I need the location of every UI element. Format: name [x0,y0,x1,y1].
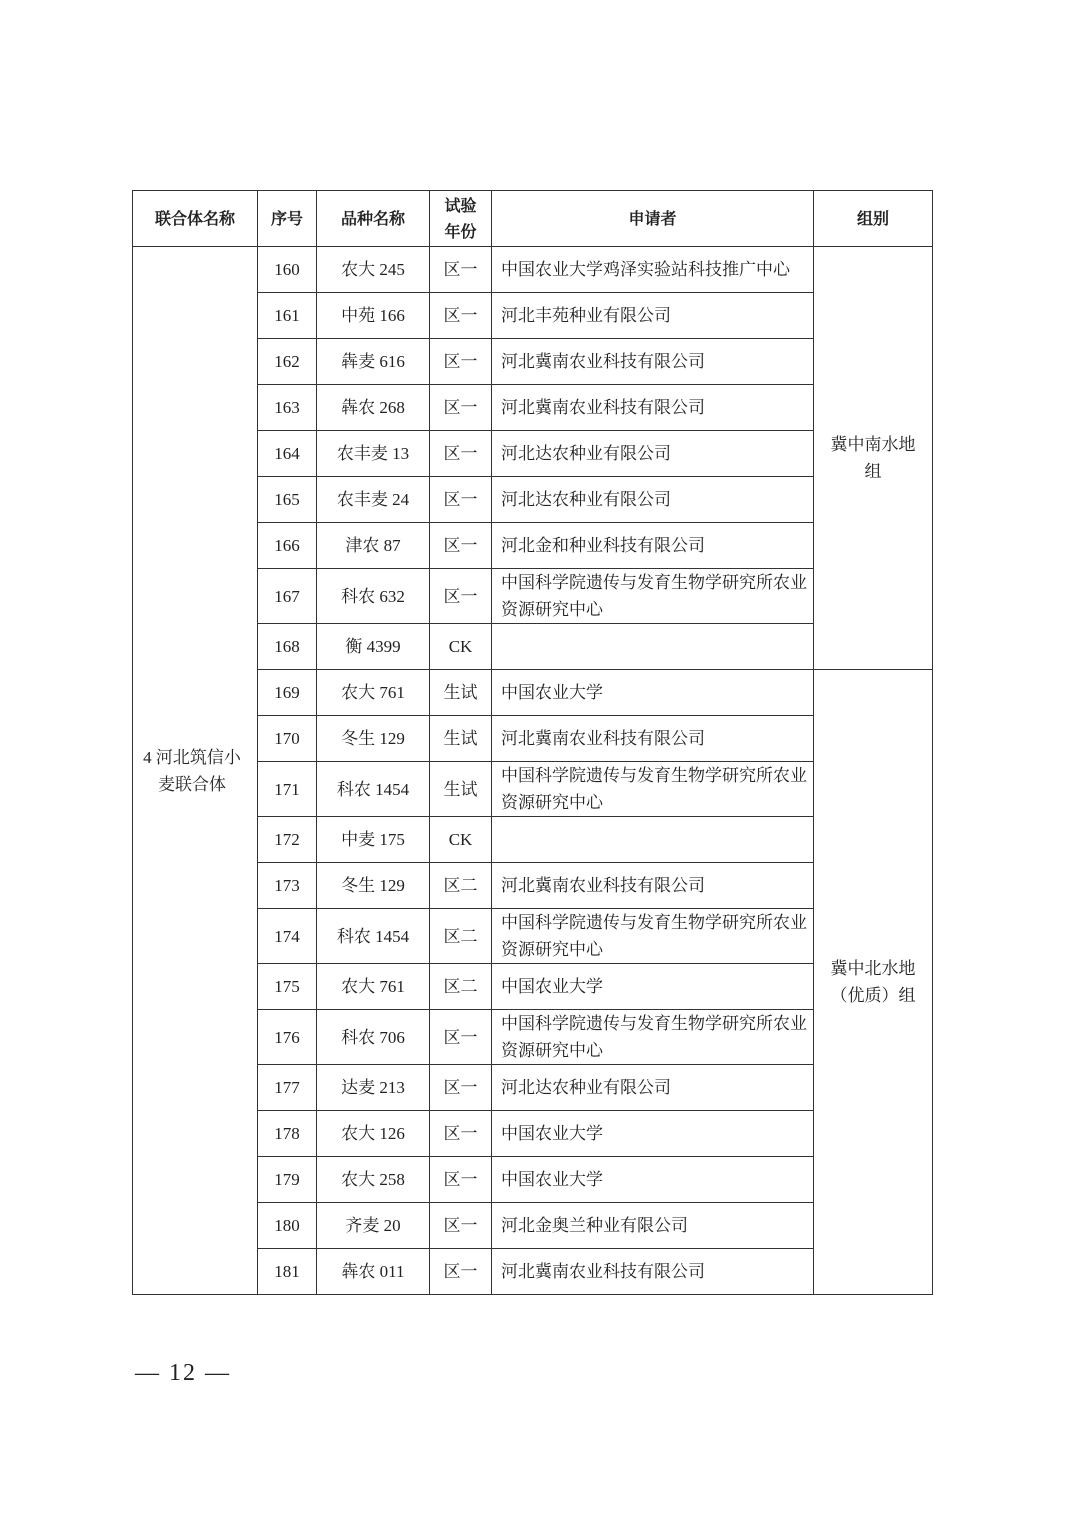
header-variety: 品种名称 [317,191,430,247]
variety-name-cell: 中苑 166 [317,293,430,339]
variety-name-cell: 科农 706 [317,1010,430,1065]
trial-year-cell: 生试 [430,762,492,817]
applicant-cell: 中国科学院遗传与发育生物学研究所农业资源研究中心 [492,1010,814,1065]
serial-number-cell: 160 [258,247,317,293]
trial-year-cell: 区二 [430,909,492,964]
header-no: 序号 [258,191,317,247]
serial-number-cell: 167 [258,569,317,624]
variety-name-cell: 犇农 011 [317,1249,430,1295]
serial-number-cell: 176 [258,1010,317,1065]
serial-number-cell: 177 [258,1065,317,1111]
trial-year-cell: 区一 [430,1249,492,1295]
variety-name-cell: 犇农 268 [317,385,430,431]
serial-number-cell: 164 [258,431,317,477]
variety-name-cell: 冬生 129 [317,863,430,909]
trial-year-cell: 生试 [430,670,492,716]
trial-year-cell: 区一 [430,385,492,431]
serial-number-cell: 165 [258,477,317,523]
page-number: — 12 — [135,1360,231,1386]
trial-year-cell: 区一 [430,1157,492,1203]
variety-name-cell: 科农 632 [317,569,430,624]
trial-year-cell: 区二 [430,964,492,1010]
variety-name-cell: 科农 1454 [317,762,430,817]
serial-number-cell: 169 [258,670,317,716]
trial-year-cell: 生试 [430,716,492,762]
applicant-cell: 河北金奥兰种业有限公司 [492,1203,814,1249]
applicant-cell: 中国科学院遗传与发育生物学研究所农业资源研究中心 [492,569,814,624]
serial-number-cell: 166 [258,523,317,569]
table-header-row [133,191,933,247]
applicant-cell: 中国农业大学 [492,964,814,1010]
serial-number-cell: 161 [258,293,317,339]
table-row [133,247,933,293]
variety-name-cell: 农大 245 [317,247,430,293]
applicant-cell: 河北达农种业有限公司 [492,477,814,523]
header-year: 试验年份 [430,191,492,247]
group-cell: 冀中北水地（优质）组 [814,670,933,1295]
variety-name-cell: 冬生 129 [317,716,430,762]
serial-number-cell: 174 [258,909,317,964]
applicant-cell: 河北冀南农业科技有限公司 [492,385,814,431]
applicant-cell: 中国科学院遗传与发育生物学研究所农业资源研究中心 [492,909,814,964]
header-consortium: 联合体名称 [133,191,258,247]
variety-name-cell: 津农 87 [317,523,430,569]
trial-year-cell: 区一 [430,477,492,523]
variety-name-cell: 衡 4399 [317,624,430,670]
consortium-name-cell: 4 河北筑信小麦联合体 [133,247,258,1295]
variety-name-cell: 农丰麦 13 [317,431,430,477]
applicant-cell: 中国农业大学 [492,1111,814,1157]
variety-table [132,190,933,1295]
serial-number-cell: 163 [258,385,317,431]
applicant-cell: 河北冀南农业科技有限公司 [492,339,814,385]
variety-name-cell: 农大 761 [317,670,430,716]
serial-number-cell: 180 [258,1203,317,1249]
applicant-cell: 河北丰苑种业有限公司 [492,293,814,339]
header-group: 组别 [814,191,933,247]
applicant-cell [492,817,814,863]
variety-name-cell: 科农 1454 [317,909,430,964]
trial-year-cell: CK [430,817,492,863]
applicant-cell: 河北冀南农业科技有限公司 [492,863,814,909]
applicant-cell: 河北冀南农业科技有限公司 [492,1249,814,1295]
serial-number-cell: 173 [258,863,317,909]
variety-name-cell: 农丰麦 24 [317,477,430,523]
applicant-cell: 河北金和种业科技有限公司 [492,523,814,569]
applicant-cell: 中国农业大学鸡泽实验站科技推广中心 [492,247,814,293]
applicant-cell: 中国农业大学 [492,1157,814,1203]
serial-number-cell: 170 [258,716,317,762]
trial-year-cell: 区一 [430,247,492,293]
variety-name-cell: 犇麦 616 [317,339,430,385]
trial-year-cell: 区一 [430,339,492,385]
serial-number-cell: 168 [258,624,317,670]
trial-year-cell: 区一 [430,431,492,477]
applicant-cell [492,624,814,670]
serial-number-cell: 175 [258,964,317,1010]
variety-name-cell: 农大 126 [317,1111,430,1157]
serial-number-cell: 171 [258,762,317,817]
trial-year-cell: 区一 [430,1111,492,1157]
variety-name-cell: 中麦 175 [317,817,430,863]
trial-year-cell: 区一 [430,293,492,339]
applicant-cell: 中国科学院遗传与发育生物学研究所农业资源研究中心 [492,762,814,817]
variety-name-cell: 齐麦 20 [317,1203,430,1249]
applicant-cell: 河北达农种业有限公司 [492,1065,814,1111]
trial-year-cell: 区一 [430,569,492,624]
applicant-cell: 中国农业大学 [492,670,814,716]
trial-year-cell: CK [430,624,492,670]
header-applicant: 申请者 [492,191,814,247]
trial-year-cell: 区二 [430,863,492,909]
serial-number-cell: 162 [258,339,317,385]
variety-name-cell: 农大 761 [317,964,430,1010]
trial-year-cell: 区一 [430,1065,492,1111]
serial-number-cell: 178 [258,1111,317,1157]
applicant-cell: 河北冀南农业科技有限公司 [492,716,814,762]
trial-year-cell: 区一 [430,523,492,569]
group-cell: 冀中南水地组 [814,247,933,670]
variety-name-cell: 农大 258 [317,1157,430,1203]
variety-name-cell: 达麦 213 [317,1065,430,1111]
trial-year-cell: 区一 [430,1010,492,1065]
serial-number-cell: 179 [258,1157,317,1203]
serial-number-cell: 181 [258,1249,317,1295]
trial-year-cell: 区一 [430,1203,492,1249]
applicant-cell: 河北达农种业有限公司 [492,431,814,477]
serial-number-cell: 172 [258,817,317,863]
